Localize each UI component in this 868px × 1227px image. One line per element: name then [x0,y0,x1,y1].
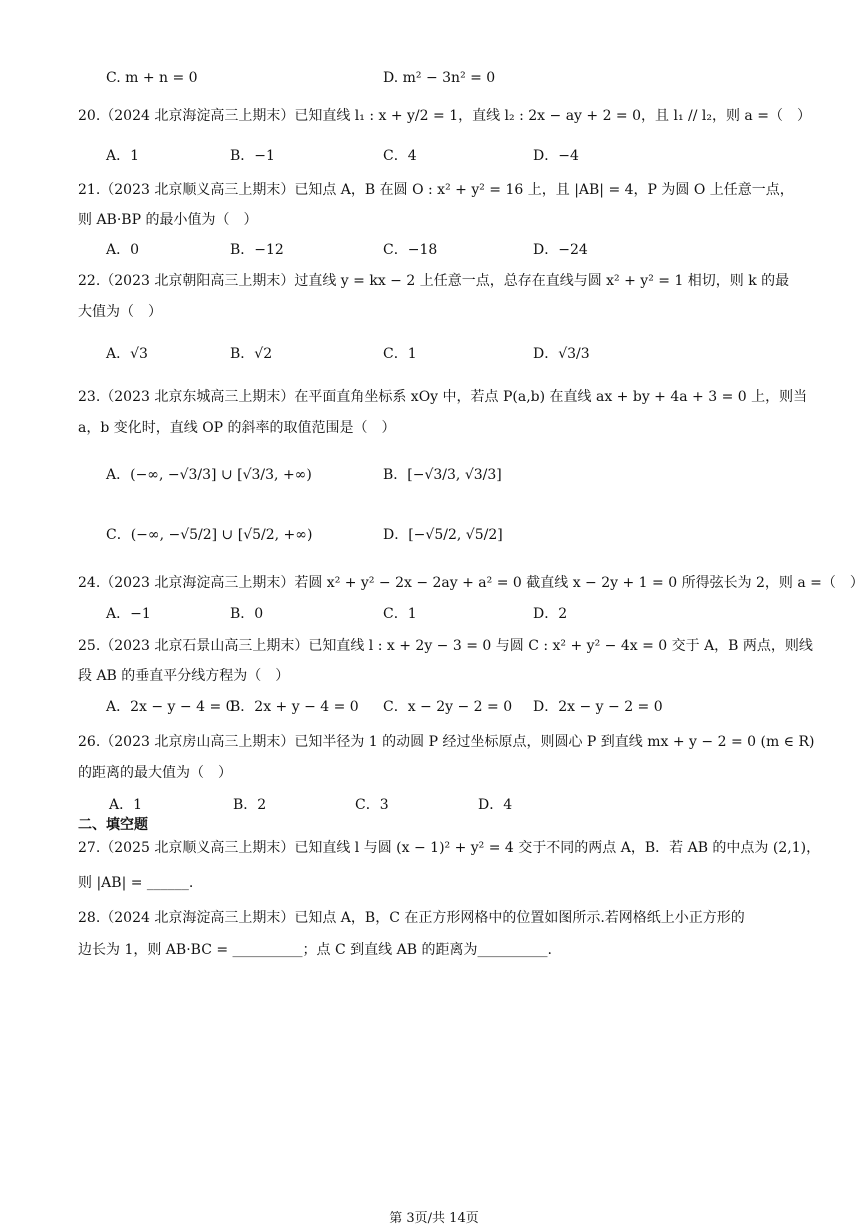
question-25-cont: 段 AB 的垂直平分线方程为（ ） [78,668,290,684]
q21-option-d: D．−24 [533,242,588,258]
q25-option-c: C．x − 2y − 2 = 0 [383,699,513,715]
q23-option-b: B．[−√3/3, √3/3] [383,467,502,483]
question-26: 26.（2023 北京房山高三上期末）已知半径为 1 的动圆 P 经过坐标原点，则圆心 P 到直线 mx + y − 2 = 0 (m ∈ R) [78,734,815,750]
q26-option-a: A．1 [109,797,143,813]
q25-option-d: D．2x − y − 2 = 0 [533,699,663,715]
question-21: 21.（2023 北京顺义高三上期末）已知点 A，B 在圆 O : x² + y² = 16 上，且 |AB| = 4，P 为圆 O 上任意一点， [78,182,794,198]
q22-option-d: D．√3/3 [533,346,590,362]
q23-option-d: D．[−√5/2, √5/2] [383,527,503,543]
section-title: 二、填空题 [78,817,148,833]
question-23-cont: a，b 变化时，直线 OP 的斜率的取值范围是（ ） [78,420,396,436]
option-d: D. m² − 3n² = 0 [383,70,496,86]
question-22-cont: 大值为（ ） [78,304,162,320]
q26-option-b: B．2 [233,797,267,813]
q25-option-a: A．2x − y − 4 = 0 [106,699,235,715]
question-23: 23.（2023 北京东城高三上期末）在平面直角坐标系 xOy 中，若点 P(a,b) 在直线 ax + by + 4a + 3 = 0 上，则当 [78,389,808,405]
q20-option-c: C．4 [383,148,417,164]
question-27-cont: 则 |AB| = ______. [78,875,194,891]
q22-option-b: B．√2 [230,346,273,362]
q24-option-d: D．2 [533,606,568,622]
q23-option-c: C．(−∞, −√5/2] ∪ [√5/2, +∞) [106,527,313,543]
question-27: 27.（2025 北京顺义高三上期末）已知直线 l 与圆 (x − 1)² + y² = 4 交于不同的两点 A，B．若 AB 的中点为 (2,1)， [78,840,821,856]
q24-option-a: A．−1 [106,606,151,622]
q21-option-a: A．0 [106,242,140,258]
q22-option-c: C．1 [383,346,417,362]
q20-option-b: B．−1 [230,148,275,164]
q26-option-c: C．3 [355,797,389,813]
q25-option-b: B．2x + y − 4 = 0 [230,699,359,715]
q26-option-d: D．4 [478,797,513,813]
q23-option-a: A．(−∞, −√3/3] ∪ [√3/3, +∞) [106,467,312,483]
question-28: 28.（2024 北京海淀高三上期末）已知点 A，B，C 在正方形网格中的位置如图所示.若网格纸上小正方形的 [78,910,745,926]
question-22: 22.（2023 北京朝阳高三上期末）过直线 y = kx − 2 上任意一点，总存在直线与圆 x² + y² = 1 相切，则 k 的最 [78,273,790,289]
q24-option-c: C．1 [383,606,417,622]
q21-option-c: C．−18 [383,242,438,258]
q20-option-a: A．1 [106,148,140,164]
question-20: 20.（2024 北京海淀高三上期末）已知直线 l₁ : x + y/2 = 1，直线 l₂ : 2x − ay + 2 = 0，且 l₁ // l₂，则 a =（ ） [78,108,811,124]
option-c: C. m + n = 0 [106,70,198,86]
q22-option-a: A．√3 [106,346,148,362]
question-24: 24.（2023 北京海淀高三上期末）若圆 x² + y² − 2x − 2ay + a² = 0 截直线 x − 2y + 1 = 0 所得弦长为 2，则 a =（ ） [78,575,864,591]
question-21-cont: 则 AB·BP 的最小值为（ ） [78,212,258,228]
question-28-cont: 边长为 1，则 AB·BC = __________；点 C 到直线 AB 的距离为__________. [78,942,552,958]
question-25: 25.（2023 北京石景山高三上期末）已知直线 l : x + 2y − 3 = 0 与圆 C : x² + y² − 4x = 0 交于 A，B 两点，则线 [78,638,813,654]
page-footer: 第 3页/共 14页 [389,1211,479,1226]
question-26-cont: 的距离的最大值为（ ） [78,765,232,781]
q21-option-b: B．−12 [230,242,284,258]
q20-option-d: D．−4 [533,148,579,164]
q24-option-b: B．0 [230,606,264,622]
